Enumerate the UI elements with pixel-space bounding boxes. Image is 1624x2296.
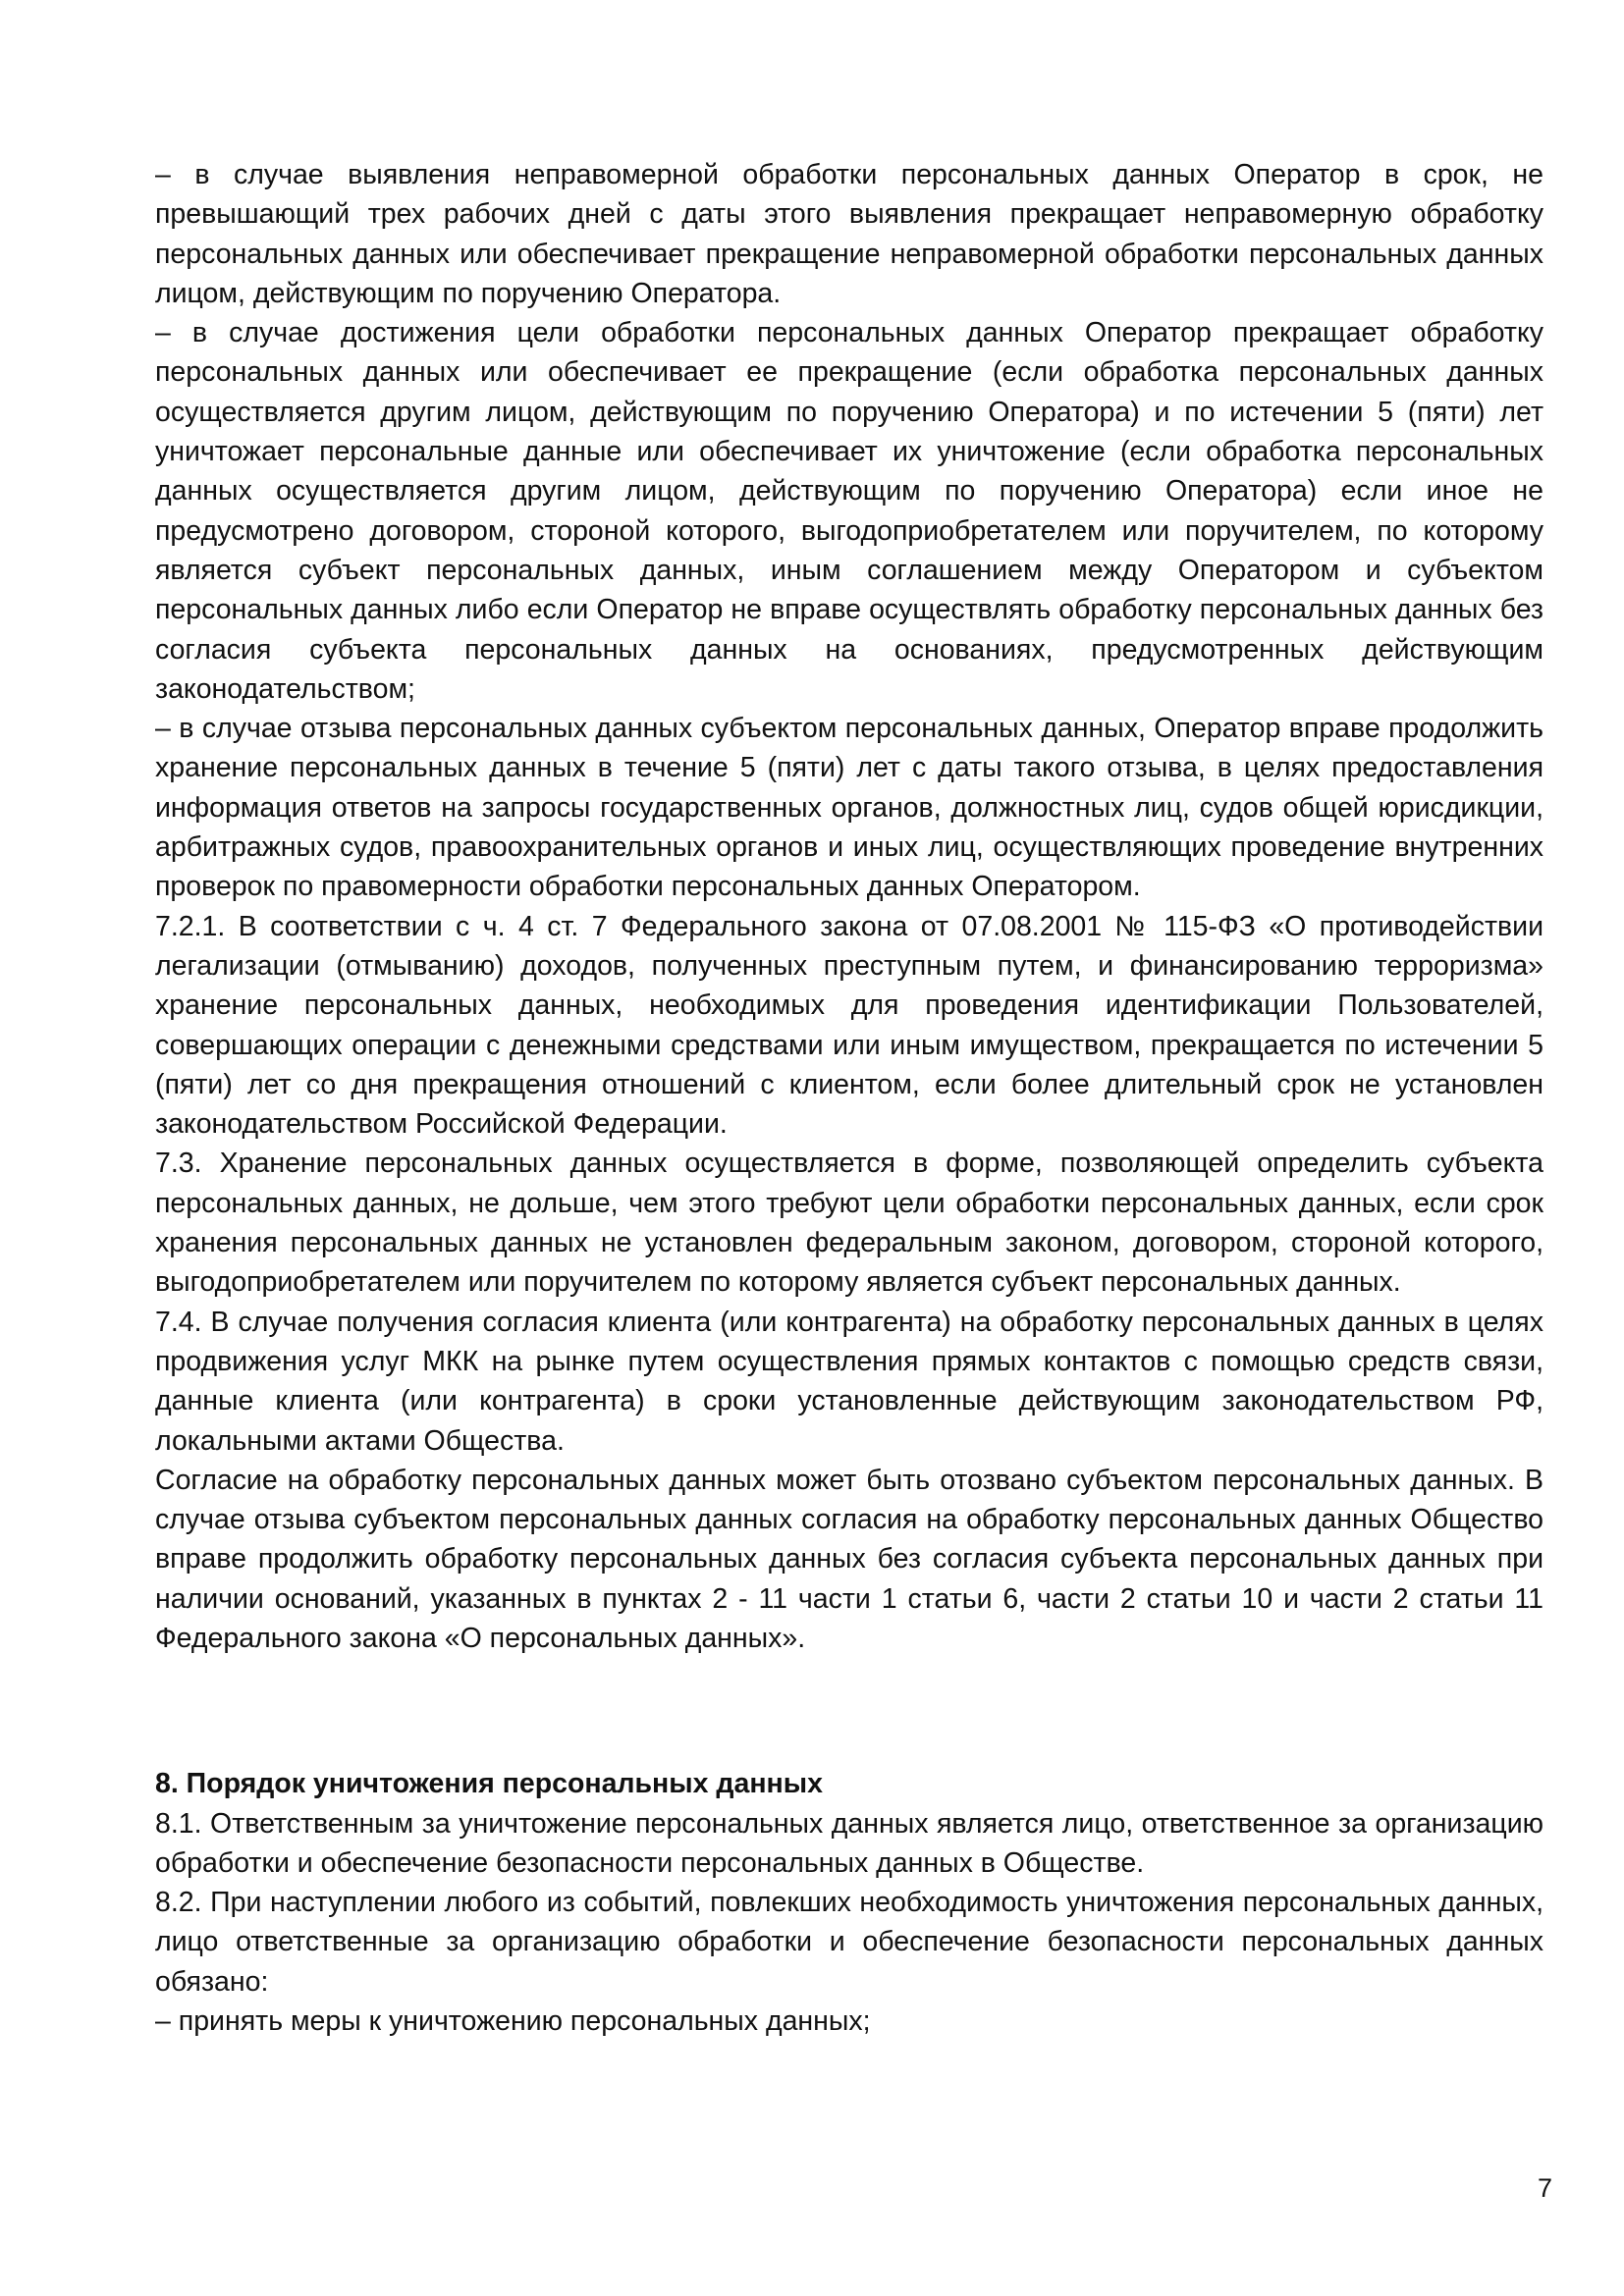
paragraph: – в случае достижения цели обработки персональных данных Оператор прекращает обработку персональных данных или обеспечивает ее прекращение (если обработка персональных данных осуществляется другим лицом, действующим по поручению Оператора) и по истечении 5 (пяти) лет уничтожает персональные данные или обеспечивает их уничтожение (если обработка персональных данных осуществляется другим лицом, действующим по поручению Оператора) если иное не предусмотрено договором, стороной которого, выгодоприобретателем или поручителем, по которому является субъект персональных данных, иным соглашением между Оператором и субъектом персональных данных либо если Оператор не вправе осуществлять обработку персональных данных без согласия субъекта персональных данных на основаниях, предусмотренных действующим законодательством; xyxy=(155,317,1543,705)
paragraph: – в случае отзыва персональных данных субъектом персональных данных, Оператор вправе продолжить хранение персональных данных в течение 5 (пяти) лет с даты такого отзыва, в целях предоставления информация ответов на запросы государственных органов, должностных лиц, судов общей юрисдикции, арбитражных судов, правоохранительных органов и иных лиц, осуществляющих проведение внутренних проверок по правомерности обработки персональных данных Оператором. xyxy=(155,713,1543,903)
page-number: 7 xyxy=(1537,2173,1552,2203)
paragraph: 7.2.1. В соответствии с ч. 4 ст. 7 Федерального закона от 07.08.2001 № 115-ФЗ «О противодействии легализации (отмыванию) доходов, полученных преступным путем, и финансированию терроризма» хранение персональных данных, необходимых для проведения идентификации Пользователей, совершающих операции с денежными средствами или иным имуществом, прекращается по истечении 5 (пяти) лет со дня прекращения отношений с клиентом, если более длительный срок не установлен законодательством Российской Федерации. xyxy=(155,910,1543,1141)
paragraph: 8.2. При наступлении любого из событий, повлекших необходимость уничтожения персональных данных, лицо ответственные за организацию обработки и обеспечение безопасности персональных данных обязано: xyxy=(155,1887,1543,1998)
section-spacer xyxy=(155,1658,1543,1764)
paragraph: Согласие на обработку персональных данных может быть отозвано субъектом персональных данных. В случае отзыва субъектом персональных данных согласия на обработку персональных данных Общество вправе продолжить обработку персональных данных без согласия субъекта персональных данных при наличии оснований, указанных в пунктах 2 - 11 части 1 статьи 6, части 2 статьи 10 и части 2 статьи 11 Федерального закона «О персональных данных». xyxy=(155,1464,1543,1654)
paragraph: 7.3. Хранение персональных данных осуществляется в форме, позволяющей определить субъекта персональных данных, не дольше, чем этого требуют цели обработки персональных данных, если срок хранения персональных данных не установлен федеральным законом, договором, стороной которого, выгодоприобретателем или поручителем по которому является субъект персональных данных. xyxy=(155,1148,1543,1299)
paragraph: 7.4. В случае получения согласия клиента (или контрагента) на обработку персональных данных в целях продвижения услуг МКК на рынке путем осуществления прямых контактов с помощью средств связи, данные клиента (или контрагента) в сроки установленные действующим законодательством РФ, локальными актами Общества. xyxy=(155,1306,1543,1457)
paragraph: 8.1. Ответственным за уничтожение персональных данных является лицо, ответственное за организацию обработки и обеспечение безопасности персональных данных в Обществе. xyxy=(155,1807,1543,1879)
section-heading: 8. Порядок уничтожения персональных данных xyxy=(155,1768,823,1800)
paragraph: – в случае выявления неправомерной обработки персональных данных Оператор в срок, не превышающий трех рабочих дней с даты этого выявления прекращает неправомерную обработку персональных данных или обеспечивает прекращение неправомерной обработки персональных данных лицом, действующим по поручению Оператора. xyxy=(155,159,1543,309)
paragraph: – принять меры к уничтожению персональных данных; xyxy=(155,2005,871,2038)
document-body xyxy=(155,155,1543,2041)
